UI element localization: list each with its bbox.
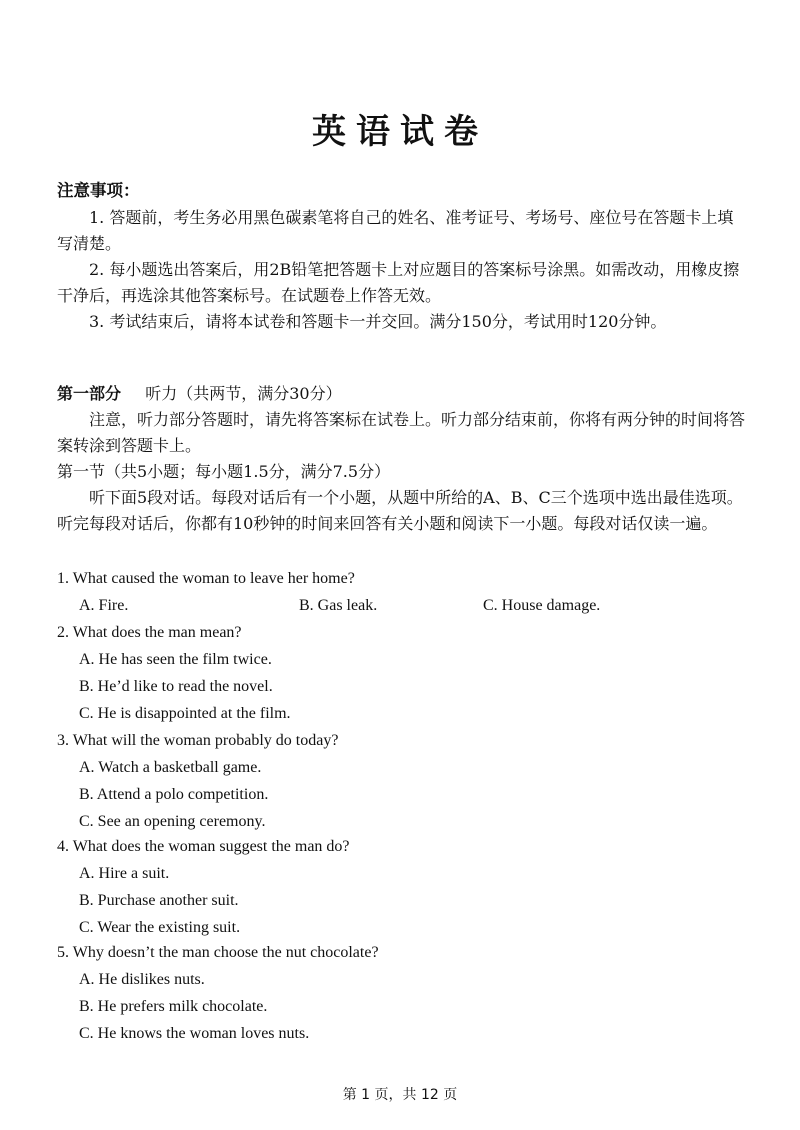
option: C. Wear the existing suit.: [79, 919, 241, 936]
notice-list: [57, 205, 747, 335]
listening-note: 注意，听力部分答题时，请先将答案标在试卷上。听力部分结束前，你将有两分钟的时间将答案转涂到答题卡上。: [57, 410, 746, 455]
part-heading: [57, 381, 747, 407]
question-stem: 5. Why doesn’t the man choose the nut chocolate?: [57, 944, 379, 961]
section-heading: 第一节（共5小题；每小题1.5分，满分7.5分）: [57, 462, 391, 481]
option: B. He prefers milk chocolate.: [79, 998, 268, 1015]
option: B. Gas leak.: [299, 597, 378, 614]
option: C. He is disappointed at the film.: [79, 705, 291, 722]
option: A. Watch a basketball game.: [79, 759, 262, 776]
notice-item: 1. 答题前，考生务必用黑色碳素笔将自己的姓名、准考证号、考场号、座位号在答题卡上填写清楚。: [57, 208, 734, 253]
notice-item: 3. 考试结束后，请将本试卷和答题卡一并交回。满分150分，考试用时120分钟。: [89, 312, 667, 331]
option: B. He’d like to read the novel.: [79, 678, 273, 695]
page-title: 英语试卷: [312, 112, 488, 152]
notice-heading: 注意事项：: [57, 181, 140, 200]
question: [57, 728, 747, 835]
question: [57, 940, 747, 1047]
section-instructions: 听下面5段对话。每段对话后有一个小题，从题中所给的A、B、C三个选项中选出最佳选项。听完每段对话后，你都有10秒钟的时间来回答有关小题和阅读下一小题。每段对话仅读一遍。: [57, 488, 743, 533]
question: [57, 834, 747, 941]
option: C. House damage.: [483, 597, 601, 614]
question-stem: 3. What will the woman probably do today?: [57, 732, 339, 749]
option: B. Purchase another suit.: [79, 892, 239, 909]
question-stem: 4. What does the woman suggest the man do?: [57, 838, 350, 855]
page-number: 第 1 页，共 12 页: [342, 1087, 458, 1103]
question-stem: 1. What caused the woman to leave her home?: [57, 570, 355, 587]
part-title: 第一部分: [57, 384, 122, 403]
question: [57, 566, 747, 619]
question: [57, 620, 747, 727]
option: C. See an opening ceremony.: [79, 813, 266, 830]
option: A. Fire.: [79, 597, 129, 614]
option: A. He dislikes nuts.: [79, 971, 205, 988]
option: A. Hire a suit.: [79, 865, 170, 882]
option: A. He has seen the film twice.: [79, 651, 272, 668]
option-row: [57, 592, 747, 619]
listening-intro: [57, 407, 747, 537]
option: C. He knows the woman loves nuts.: [79, 1025, 310, 1042]
question-stem: 2. What does the man mean?: [57, 624, 242, 641]
part-subtitle: 听力（共两节，满分30分）: [145, 384, 342, 403]
notice-item: 2. 每小题选出答案后，用2B铅笔把答题卡上对应题目的答案标号涂黑。如需改动，用橡皮擦干净后，再选涂其他答案标号。在试题卷上作答无效。: [57, 260, 740, 305]
option: B. Attend a polo competition.: [79, 786, 269, 803]
